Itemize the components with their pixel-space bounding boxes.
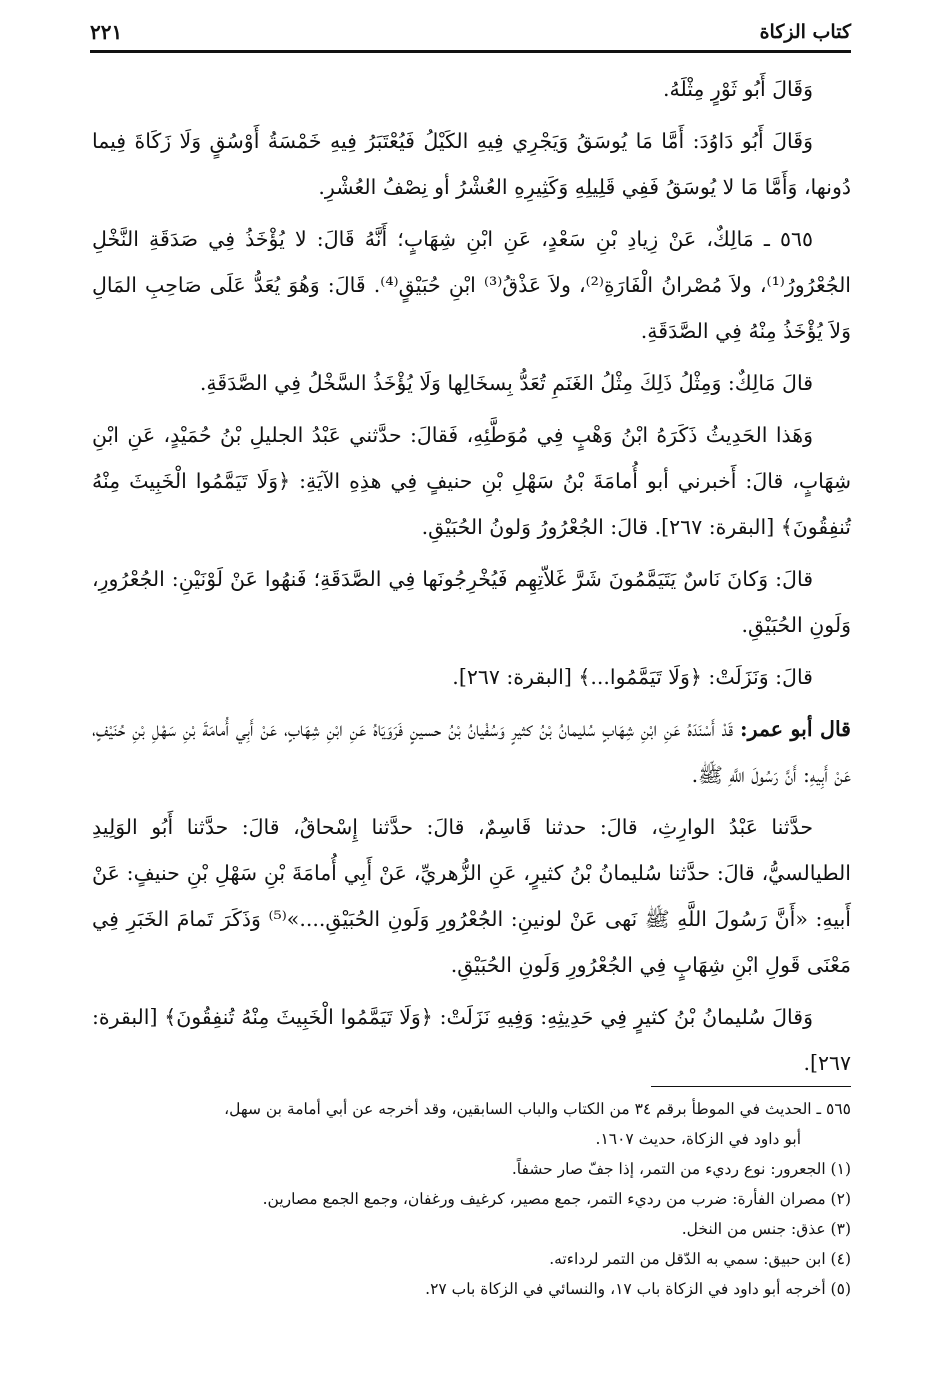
- paragraph: وَقالَ سُليمانُ بْنُ كثيرٍ فِي حَدِيثِهِ: وَفِيهِ نَزَلَتْ: ﴿وَلَا تَيَمَّمُوا الْخَبِيثَ مِنْهُ تُنفِقُونَ﴾ [البقرة: ٢٦٧].: [92, 1005, 851, 1075]
- page-header: [90, 14, 851, 50]
- footnote: ٥٦٥ ـ الحديث في الموطأ برقم ٣٤ من الكتاب والباب السابقين، وقد أخرجه عن أبي أمامة بن سهل،: [224, 1100, 851, 1118]
- paragraph: وَهَذا الحَدِيثُ ذَكَرَهُ ابْنُ وَهْبٍ فِي مُوَطَّئِهِ، فَقالَ: حدَّثني عَبْدُ الجليلِ بْنُ حُمَيْدٍ، عَنِ ابْنِ شِهَابٍ، قالَ: أَخبرني أبو أُمامَةَ بْنُ سَهْلِ بْنِ حنيفٍ فِي هذِهِ الآيَةِ: ﴿وَلَا تَيَمَّمُوا الْخَبِيثَ مِنْهُ تُنفِقُونَ﴾ [البقرة: ٢٦٧]. قالَ: الجُعْرُورُ وَلونُ الحُبَيْقِ.: [92, 423, 851, 539]
- paragraph: قالَ: وَنَزَلَتْ: ﴿وَلَا تَيَمَّمُوا...﴾ [البقرة: ٢٦٧].: [452, 665, 813, 689]
- paragraph: قالَ مَالِكٌ: وَمِثْلُ ذَلِكَ مِثْلُ الغَنَمِ تُعَدُّ بِسخَالِها وَلَا يُؤْخَذُ السَّخْلُ فِي الصَّدَقَةِ.: [199, 371, 813, 395]
- footnote: (٢) مصران الفأرة: ضرب من رديء التمر، جمع مصير، كرغيف ورغفان، وجمع الجمع مصارين.: [262, 1190, 851, 1208]
- header-rule: [90, 50, 851, 53]
- isnad-paragraph: حدَّثنا عَبْدُ الوارِثِ، قالَ: حدثنا قَاسِمٌ، قالَ: حدَّثنا إِسْحاقُ، قالَ: حدَّثنا أَبُو الوَلِيدِ الطيالسيُّ، قالَ: حدَّثنا سُليمانُ بْنُ كثيرٍ، عَنِ الزُّهريِّ، عَنْ أَبِي أُمامَةَ بْنِ سَهْلِ بْنِ حنيفٍ: عَنْ أَبيهِ: «أَنَّ رَسُولَ اللَّهِ ﷺ نَهى عَنْ لونينِ: الجُعْرُورِ وَلَونِ الحُبَيْقِ....»⁽⁵⁾ وَذَكَرَ تَمامَ الخَبَرِ فِي مَعْنَى قَولِ ابْنِ شِهَابٍ فِي الجُعْرُورِ وَلَونِ الحُبَيْقِ.: [92, 815, 851, 977]
- footnote: (١) الجعرور: نوع رديء من التمر، إذا جفّ صار حشفاً.: [511, 1160, 851, 1178]
- footnotes: [92, 1094, 851, 1304]
- footnote: (٥) أخرجه أبو داود في الزكاة باب ١٧، والنسائي في الزكاة باب ٢٧.: [425, 1280, 851, 1298]
- footnote: (٤) ابن حبيق: سمي به الدّقل من التمر لرداءته.: [549, 1250, 851, 1268]
- main-text: [92, 66, 851, 1092]
- abu-umar-label: قال أبو عمر:: [740, 717, 851, 741]
- paragraph: وَقَالَ أَبُو ثَوْرٍ مِثْلَهُ.: [662, 77, 813, 101]
- paragraph: وَقَالَ أَبُو دَاوُدَ: أَمَّا مَا يُوسَقُ وَيَجْرِي فِيهِ الكَيْلُ فَيُعْتَبَرُ فِيهِ خَمْسَةُ أَوْسُقٍ وَلَا زَكَاةَ فِيما دُونها، وَأَمَّا مَا لا يُوسَقُ فَفِي قَلِيلِهِ وَكَثِيرِهِ العُشْرُ أو نِصْفُ العُشْرِ.: [92, 129, 851, 199]
- abu-umar-paragraph: [92, 706, 851, 798]
- footnote: أبو داود في الزكاة، حديث ١٦٠٧.: [595, 1130, 801, 1148]
- paragraph: قالَ: وَكانَ نَاسٌ يَتَيَمَّمُونَ شَرَّ غَلاّتِهِم فَيُخْرِجُونَها فِي الصَّدَقَةِ؛ فَنهُوا عَنْ لَوْنَيْنِ: الجُعْرُورِ، وَلَونِ الحُبَيْقِ.: [92, 567, 851, 637]
- footnote-rule: [651, 1086, 851, 1087]
- hadith-565-paragraph: ٥٦٥ ـ مَالِكٌ، عَنْ زِيادِ بْنِ سَعْدٍ، عَنِ ابْنِ شِهَابٍ؛ أَنَّهُ قَالَ: لا يُؤْخَذُ فِي صَدَقَةِ النَّخْلِ الجُعْرُورُ⁽¹⁾، ولاَ مُصْرانُ الْفَارَةِ⁽²⁾، ولاَ عَذْقُ⁽³⁾ ابْنِ حُبَيْقٍ⁽⁴⁾. قَالَ: وَهُوَ يُعَدُّ عَلَى صَاحِبِ المَالِ وَلاَ يُؤْخَذُ مِنْهُ فِي الصَّدَقَةِ.: [92, 227, 852, 343]
- page-number: ٢٢١: [90, 20, 123, 44]
- abu-umar-text: قَدْ أَسْنَدَهُ عَنِ ابْنِ شِهَابٍ سُليمانُ بْنُ كثيرٍ وَسُفْيانُ بْنُ حسينٍ فَرَوَيَاهُ عَنِ ابْنِ شِهَابٍ، عَنْ أَبِي أُمامَةَ بْنِ سَهْلِ بْنِ حُنَيْفٍ، عَنْ أَبِيهِ: أَنَّ رَسُولَ اللَّهِ ﷺ.: [92, 717, 851, 787]
- chapter-title: كتاب الزكاة: [759, 21, 851, 43]
- footnote: (٣) عذق: جنس من النخل.: [681, 1220, 851, 1238]
